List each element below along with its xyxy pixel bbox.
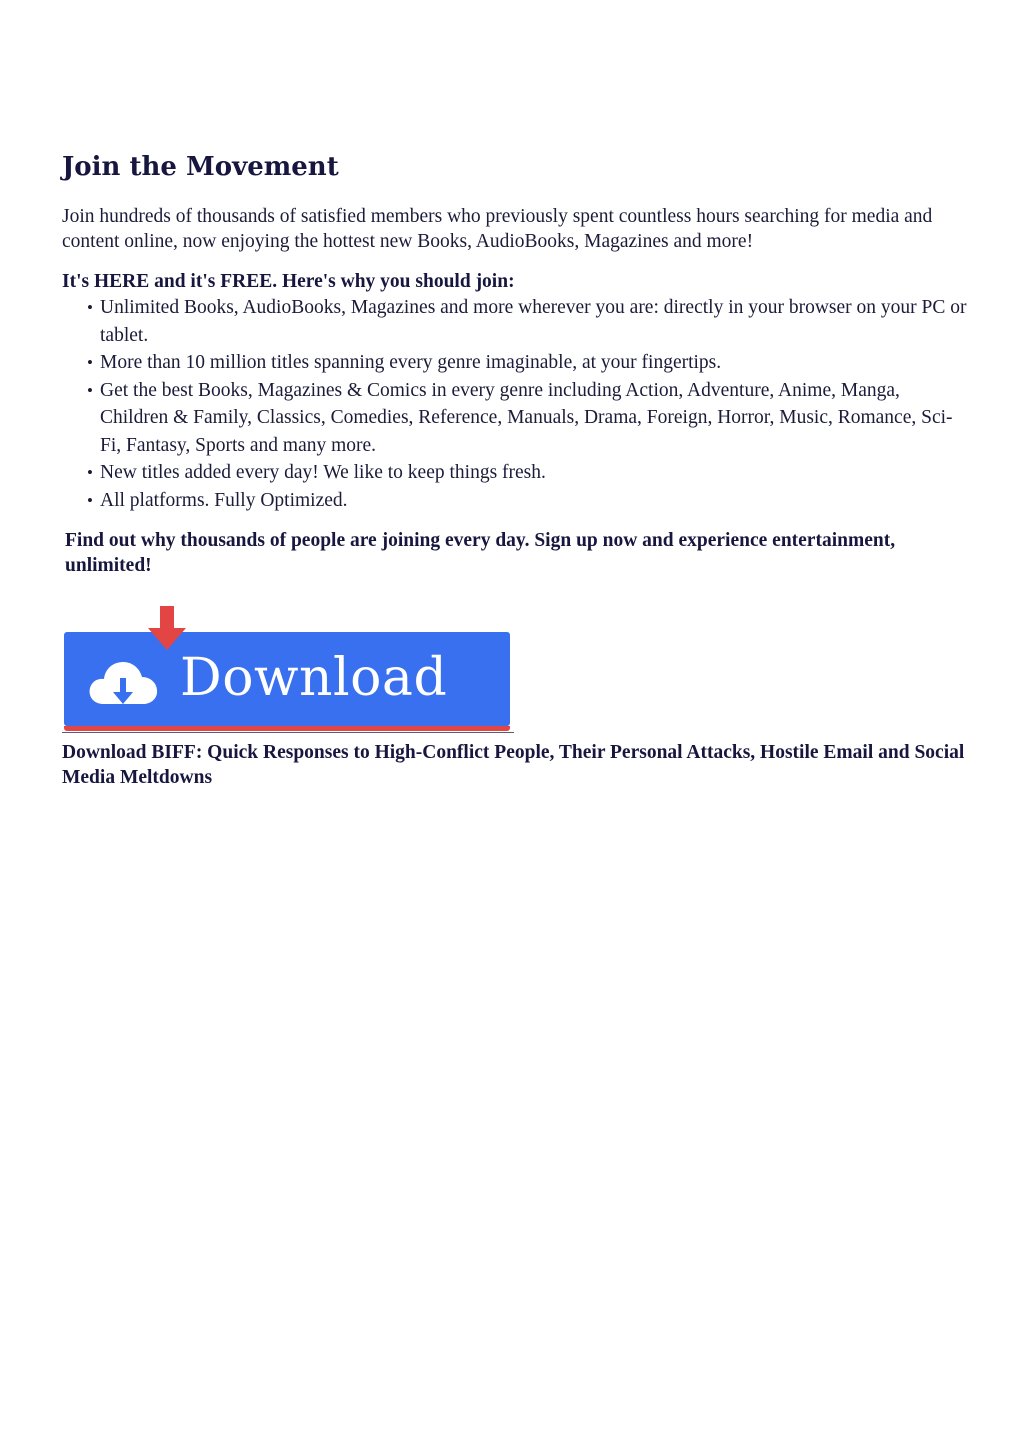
call-to-action: Find out why thousands of people are joining every day. Sign up now and experience entertainment, unlimited!: [65, 530, 896, 576]
list-item: • More than 10 million titles spanning every genre imaginable, at your fingertips.: [100, 349, 972, 377]
button-accent-bar: [64, 726, 510, 731]
list-item: • Get the best Books, Magazines & Comics in every genre including Action, Adventure, Anime, Manga, Children & Family, Classics, Comedies, Reference, Manuals, Drama, Foreign, Horror, Music, Romance, Sci-Fi, Fantasy, Sports and many more.: [100, 377, 972, 460]
list-item: • All platforms. Fully Optimized.: [100, 487, 972, 515]
why-join-heading: It's HERE and it's FREE. Here's why you should join:: [62, 271, 515, 292]
download-button-label: Download: [180, 648, 448, 708]
download-link[interactable]: [62, 606, 514, 734]
benefits-list: [62, 294, 972, 514]
intro-paragraph: Join hundreds of thousands of satisfied members who previously spent countless hours searching for media and content online, now enjoying the hottest new Books, AudioBooks, Magazines and more!: [62, 206, 933, 252]
page-title: Join the Movement: [62, 152, 339, 182]
cloud-download-icon: [86, 656, 160, 712]
list-item: • Unlimited Books, AudioBooks, Magazines and more wherever you are: directly in your browser on your PC or tablet.: [100, 294, 972, 349]
list-item: • New titles added every day! We like to keep things fresh.: [100, 459, 972, 487]
book-title-link[interactable]: Download BIFF: Quick Responses to High-Conflict People, Their Personal Attacks, Hostile Email and Social Media Meltdowns: [62, 742, 965, 788]
document-page: [62, 150, 972, 790]
download-button[interactable]: [64, 632, 510, 726]
arrow-down-icon: [144, 606, 190, 652]
link-underline: [62, 732, 514, 733]
